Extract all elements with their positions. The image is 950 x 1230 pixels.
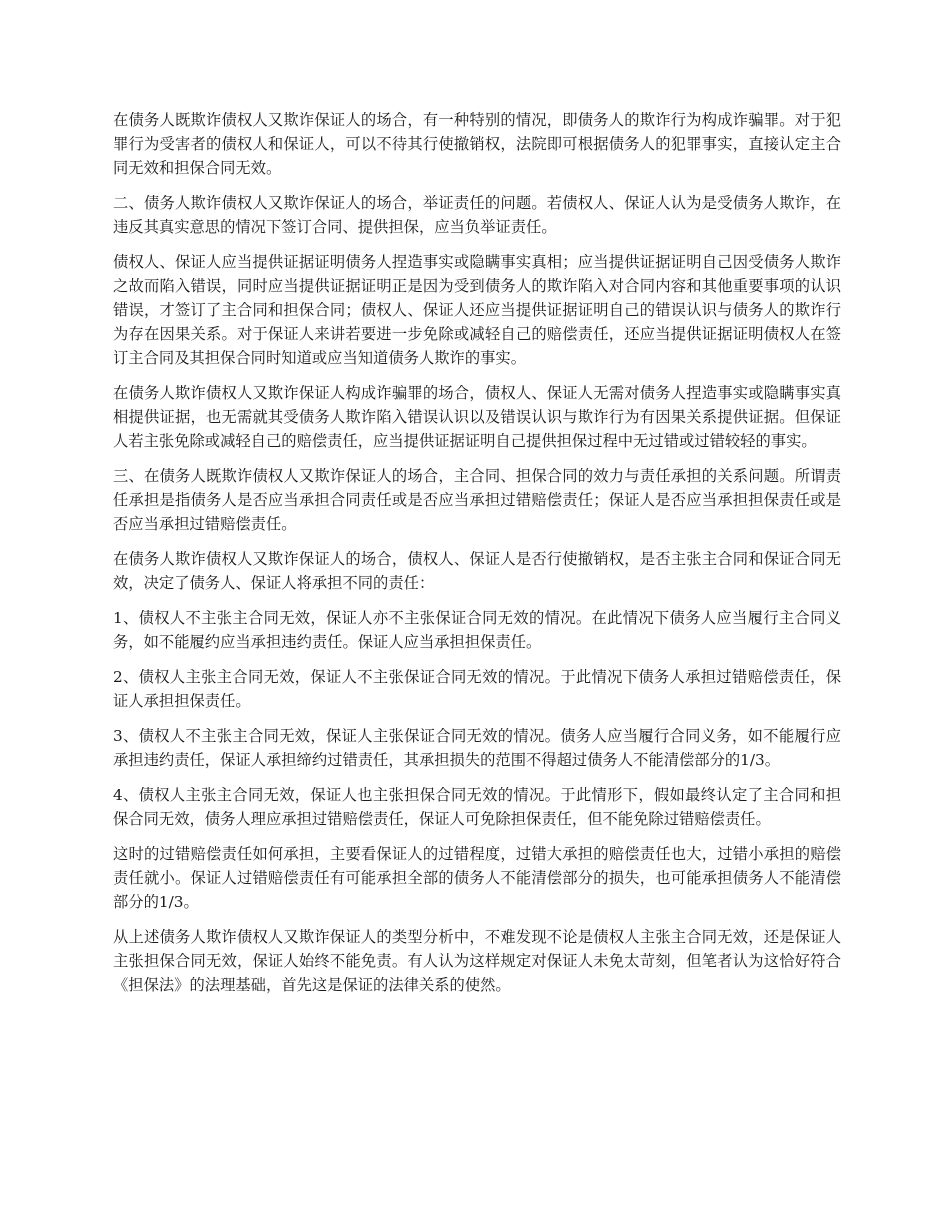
document-body (113, 108, 841, 1008)
paragraph-2: 二、债务人欺诈债权人又欺诈保证人的场合，举证责任的问题。若债权人、保证人认为是受债务人欺诈，在违反其真实意思的情况下签订合同、提供担保，应当负举证责任。 (113, 194, 841, 236)
paragraph-12: 从上述债务人欺诈债权人又欺诈保证人的类型分析中，不难发现不论是债权人主张主合同无效，还是保证人主张担保合同无效，保证人始终不能免责。有人认为这样规定对保证人未免太苛刻，但笔者认为这恰好符合《担保法》的法理基础，首先这是保证的法律关系的使然。 (113, 928, 841, 994)
paragraph-6: 在债务人欺诈债权人又欺诈保证人的场合，债权人、保证人是否行使撤销权，是否主张主合同和保证合同无效，决定了债务人、保证人将承担不同的责任： (113, 550, 841, 592)
paragraph-10: 4、债权人主张主合同无效，保证人也主张担保合同无效的情况。于此情形下，假如最终认定了主合同和担保合同无效，债务人理应承担过错赔偿责任，保证人可免除担保责任，但不能免除过错赔偿责任。 (113, 786, 841, 828)
paragraph-1: 在债务人既欺诈债权人又欺诈保证人的场合，有一种特别的情况，即债务人的欺诈行为构成诈骗罪。对于犯罪行为受害者的债权人和保证人，可以不待其行使撤销权，法院即可根据债务人的犯罪事实，直接认定主合同无效和担保合同无效。 (113, 111, 841, 177)
paragraph-11: 这时的过错赔偿责任如何承担，主要看保证人的过错程度，过错大承担的赔偿责任也大，过错小承担的赔偿责任就小。保证人过错赔偿责任有可能承担全部的债务人不能清偿部分的损失，也可能承担债务人不能清偿部分的1/3。 (113, 845, 841, 911)
paragraph-3: 债权人、保证人应当提供证据证明债务人捏造事实或隐瞒事实真相；应当提供证据证明自己因受债务人欺诈之故而陷入错误，同时应当提供证据证明正是因为受到债务人的欺诈陷入对合同内容和其他重要事项的认识错误，才签订了主合同和担保合同；债权人、保证人还应当提供证据证明自己的错误认识与债务人的欺诈行为存在因果关系。对于保证人来讲若要进一步免除或减轻自己的赔偿责任，还应当提供证据证明债权人在签订主合同及其担保合同时知道或应当知道债务人欺诈的事实。 (113, 253, 841, 367)
paragraph-8: 2、债权人主张主合同无效，保证人不主张保证合同无效的情况。于此情况下债务人承担过错赔偿责任，保证人承担担保责任。 (113, 668, 841, 710)
paragraph-9: 3、债权人不主张主合同无效，保证人主张保证合同无效的情况。债务人应当履行合同义务，如不能履行应承担违约责任，保证人承担缔约过错责任，其承担损失的范围不得超过债务人不能清偿部分的1/3。 (113, 727, 841, 769)
paragraph-7: 1、债权人不主张主合同无效，保证人亦不主张保证合同无效的情况。在此情况下债务人应当履行主合同义务，如不能履约应当承担违约责任。保证人应当承担担保责任。 (113, 609, 841, 651)
paragraph-5: 三、在债务人既欺诈债权人又欺诈保证人的场合，主合同、担保合同的效力与责任承担的关系问题。所谓责任承担是指债务人是否应当承担合同责任或是否应当承担过错赔偿责任；保证人是否应当承担担保责任或是否应当承担过错赔偿责任。 (113, 467, 841, 533)
paragraph-4: 在债务人欺诈债权人又欺诈保证人构成诈骗罪的场合，债权人、保证人无需对债务人捏造事实或隐瞒事实真相提供证据，也无需就其受债务人欺诈陷入错误认识以及错误认识与欺诈行为有因果关系提供证据。但保证人若主张免除或减轻自己的赔偿责任，应当提供证据证明自己提供担保过程中无过错或过错较轻的事实。 (113, 384, 841, 450)
